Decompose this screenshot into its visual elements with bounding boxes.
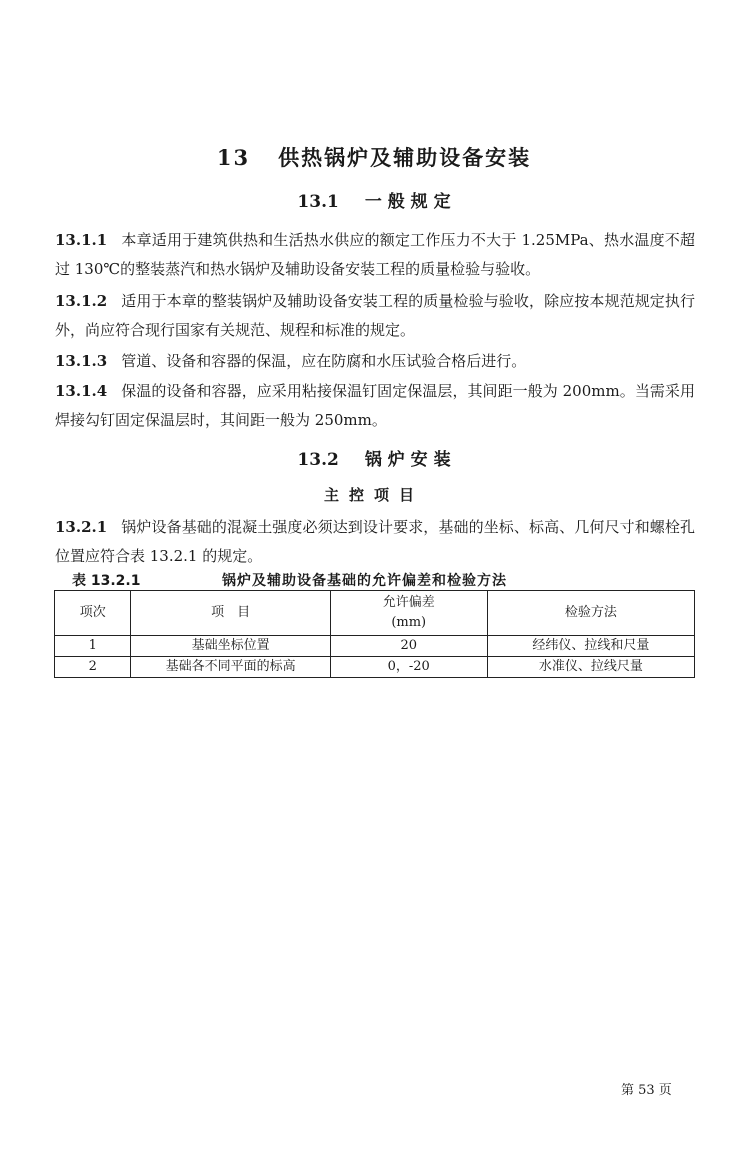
cell-tolerance: 0，-20 <box>330 657 487 678</box>
page-number: 第 53 页 <box>621 1083 672 1098</box>
clause-text: 适用于本章的整装锅炉及辅助设备安装工程的质量检验与验收，除应按本规范规定执行外，尚应符合现行国家有关规范、规程和标准的规定。 <box>55 292 695 339</box>
table-row <box>55 657 695 678</box>
section-number: 13.1 <box>297 192 339 212</box>
cell-tolerance: 20 <box>330 636 487 657</box>
subheading-main-control-items: 主控项目 <box>323 486 424 504</box>
clause-number: 13.1.3 <box>55 352 108 370</box>
section-title-text: 锅 炉 安 装 <box>364 450 451 470</box>
header-tolerance <box>330 591 487 636</box>
table-header-row <box>55 591 695 636</box>
cell-index: 1 <box>55 636 131 657</box>
cell-item: 基础各不同平面的标高 <box>131 657 330 678</box>
header-tolerance-line1: 允许偏差 <box>382 595 435 610</box>
table-caption-title: 锅炉及辅助设备基础的允许偏差和检验方法 <box>222 573 507 589</box>
cell-method: 水准仪、拉线尺量 <box>487 657 694 678</box>
header-tolerance-line2: (mm) <box>391 615 427 630</box>
cell-index: 2 <box>55 657 131 678</box>
header-index: 项次 <box>55 591 131 636</box>
section-heading-13-2 <box>0 445 748 470</box>
clause-number: 13.1.2 <box>55 292 108 310</box>
cell-method: 经纬仪、拉线和尺量 <box>487 636 694 657</box>
section-title-text: 一 般 规 定 <box>364 192 451 212</box>
header-item: 项 目 <box>131 591 330 636</box>
clause-number: 13.1.1 <box>55 231 108 249</box>
tolerance-table <box>54 590 695 678</box>
section-heading-13-1 <box>0 187 748 212</box>
clause-number: 13.1.4 <box>55 382 108 400</box>
clause-text: 管道、设备和容器的保温，应在防腐和水压试验合格后进行。 <box>121 352 527 370</box>
cell-item: 基础坐标位置 <box>131 636 330 657</box>
clause-text: 本章适用于建筑供热和生活热水供应的额定工作压力不大于 1.25MPa、热水温度不超过 130℃的整装蒸汽和热水锅炉及辅助设备安装工程的质量检验与验收。 <box>55 231 695 278</box>
clause-13-1-1 <box>55 226 695 284</box>
table-row <box>55 636 695 657</box>
chapter-title <box>0 142 748 172</box>
clause-number: 13.2.1 <box>55 518 108 536</box>
chapter-number: 13 <box>216 145 251 170</box>
header-method: 检验方法 <box>487 591 694 636</box>
clause-text: 锅炉设备基础的混凝土强度必须达到设计要求，基础的坐标、标高、几何尺寸和螺栓孔位置应符合表 13.2.1 的规定。 <box>55 518 695 565</box>
clause-13-1-3 <box>55 347 695 376</box>
section-number: 13.2 <box>297 450 339 470</box>
chapter-title-text: 供热锅炉及辅助设备安装 <box>278 145 532 170</box>
clause-13-1-2 <box>55 287 695 345</box>
clause-13-1-4 <box>55 377 695 435</box>
table-caption-number: 表 13.2.1 <box>72 573 141 589</box>
clause-13-2-1 <box>55 513 695 571</box>
clause-text: 保温的设备和容器，应采用粘接保温钉固定保温层，其间距一般为 200mm。当需采用焊接勾钉固定保温层时，其间距一般为 250mm。 <box>55 382 695 429</box>
